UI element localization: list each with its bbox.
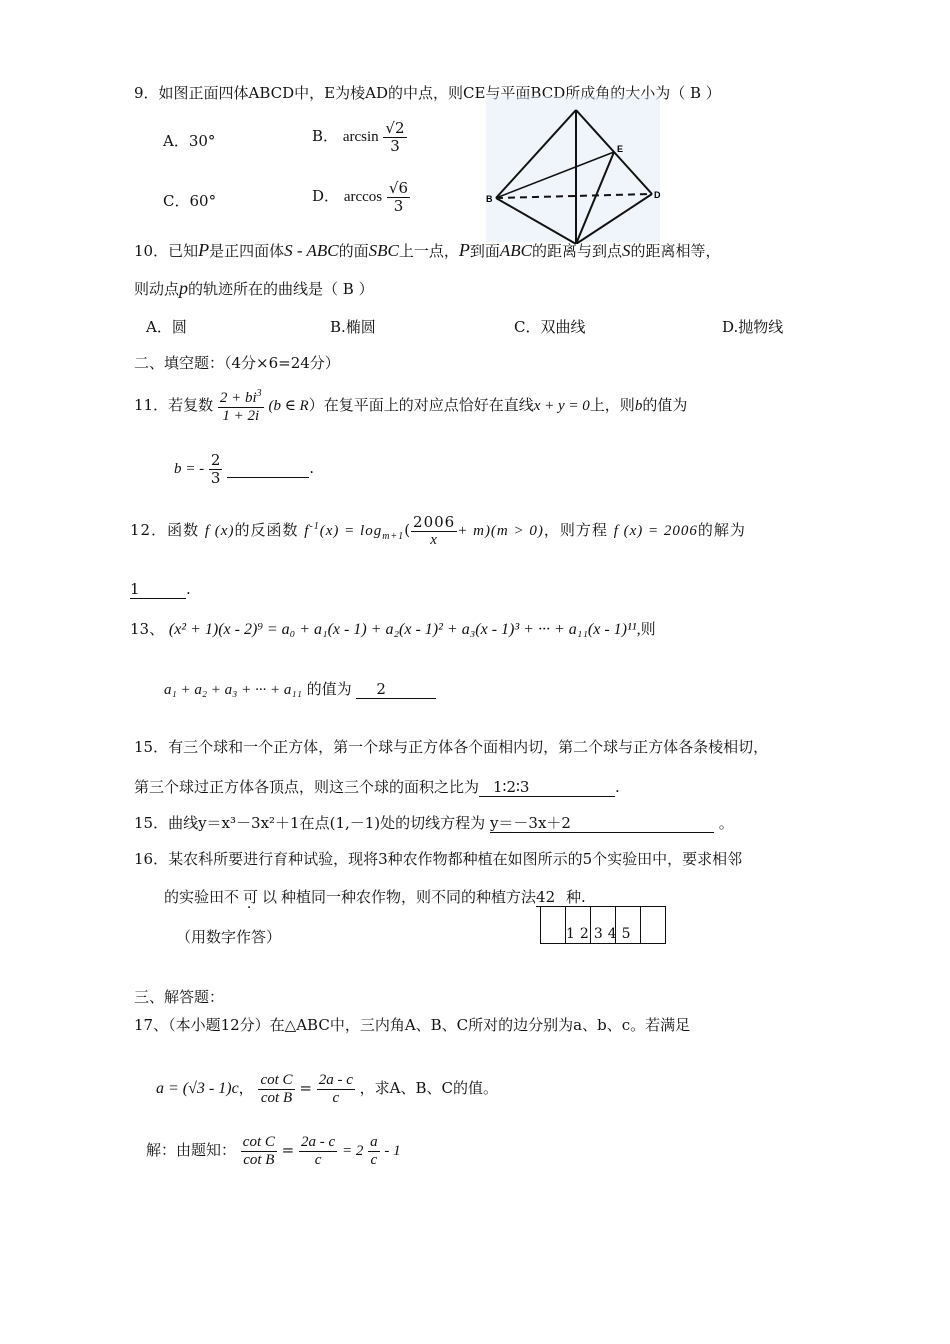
q9-stem: 9．如图正面四体ABCD中，E为棱AD的中点，则CE与平面BCD所成角的大小为（ B ） <box>134 84 721 102</box>
q9-option-b-fn: arcsin <box>342 129 379 145</box>
q17-solution: 解：由题知： $\frac{\text{cot C}}{\text{cot B}}$ = $\frac{2a - c}{c}$ = 2 $\frac{a}{c}$ - 1 <box>146 1134 401 1168</box>
q13-line1: 13、 (x² + 1)(x - 2)⁹ = a₀ + a₁(x - 1) + a₂(x - 1)² + a₃(x - 1)³ + ··· + a₁₁(x - 1)¹¹,则 <box>130 620 656 638</box>
tetrahedron-figure <box>484 94 664 244</box>
q11-answer-blank <box>227 459 309 478</box>
q9-option-b-prefix: B． <box>312 127 339 145</box>
q16-note: （用数字作答） <box>176 928 282 946</box>
q10-line2: 则动点p的轨迹所在的曲线是（ B ） <box>134 278 374 298</box>
q11-answer: b = - $\frac{2}{3}$ . <box>174 451 315 487</box>
q11-answer-fraction: $\frac{2}{3}$ <box>210 451 221 487</box>
q17-sol-cot-fraction: $\frac{\text{cot C}}{\text{cot B}}$ <box>242 1134 275 1168</box>
q17-condition: a = (√3 - 1)c， $\frac{\text{cot C}}{\text{cot B}}$ = $\frac{2a - c}{c}$ ，求A、B、C的值。 <box>156 1072 498 1106</box>
q10-line1: 10．已知P是正四面体S - ABC的面SBC上一点，P到面ABC的距离与到点S的距离相等， <box>134 240 721 260</box>
label-b: B <box>486 194 493 204</box>
q9-option-b <box>312 120 407 154</box>
q10-option-c: C．双曲线 <box>514 318 586 336</box>
q12-answer: 1 . <box>130 580 191 598</box>
section-3-heading: 三、解答题： <box>134 988 225 1006</box>
section-2-heading: 二、填空题：（4分×6=24分） <box>134 354 340 372</box>
q10-option-b: B.椭圆 <box>330 318 376 336</box>
q9-option-c: C．60° <box>163 192 217 210</box>
q15a-line1: 15．有三个球和一个正方体，第一个球与正方体各个面相内切，第二个球与正方体各条棱相切， <box>134 738 769 756</box>
q9-option-d-fraction: $\frac{√6}{3}$ <box>388 179 409 215</box>
q16-line1: 16．某农科所要进行育种试验，现将3种农作物都种植在如图所示的5个实验田中，要求相邻 <box>134 850 743 868</box>
q16-cell-numbers: 12345 <box>566 926 636 942</box>
q9-option-b-fraction: $\frac{√2}{3}$ <box>385 119 405 155</box>
label-e: E <box>617 144 624 154</box>
watermark-background <box>486 96 660 242</box>
q15a-line2: 第三个球过正方体各顶点，则这三个球的面积之比为 1∶2∶3 . <box>134 778 620 796</box>
q10-option-a: A．圆 <box>146 318 187 336</box>
q11-complex-fraction: $\frac{2 + bi^3}{1 + 2i}$ <box>219 388 262 424</box>
q16-line2: 的实验田不可以种植同一种农作物，则不同的种植方法42 种. <box>164 888 586 906</box>
q17-sol-ac-fraction: $\frac{a}{c}$ <box>370 1134 378 1168</box>
q15b-line: 15．曲线y＝x³－3x²＋1在点(1,－1)处的切线方程为 y＝－3x＋2 。 <box>134 814 734 832</box>
grid-cell <box>641 907 666 944</box>
q9-option-d <box>312 180 410 214</box>
q10-option-d: D.抛物线 <box>722 318 784 336</box>
q12-fraction: $\frac{2006}{x}$ <box>413 513 456 548</box>
q17-stem: 17、（本小题12分）在△ABC中，三内角A、B、C所对的边分别为a、b、c。若满足 <box>134 1016 691 1034</box>
q17-rhs-fraction: $\frac{2a - c}{c}$ <box>318 1072 353 1106</box>
q9-option-a: A．30° <box>163 132 216 150</box>
q17-cot-fraction: $\frac{\text{cot C}}{\text{cot B}}$ <box>260 1072 293 1106</box>
q9-option-d-prefix: D． <box>312 187 340 205</box>
q13-line2: a₁ + a₂ + a₃ + ··· + a₁₁ 的值为 2 <box>164 680 436 699</box>
q9-option-d-fn: arccos <box>343 189 383 205</box>
q12-line1: 12．函数 f (x)的反函数 $f^{-1}(x) = \log_{m+1}$( $\frac{2006}{x}$ + m)(m > 0)，则方程 f (x) = 2006的解为 <box>130 513 746 548</box>
label-d: D <box>654 190 661 200</box>
q11-line1: 11．若复数 $\frac{2 + bi^3}{1 + 2i}$ (b ∈ R）在复平面上的对应点恰好在直线x + y = 0上，则b的值为 <box>134 388 688 424</box>
q17-sol-rhs-fraction: $\frac{2a - c}{c}$ <box>301 1134 336 1168</box>
grid-cell <box>541 907 566 944</box>
